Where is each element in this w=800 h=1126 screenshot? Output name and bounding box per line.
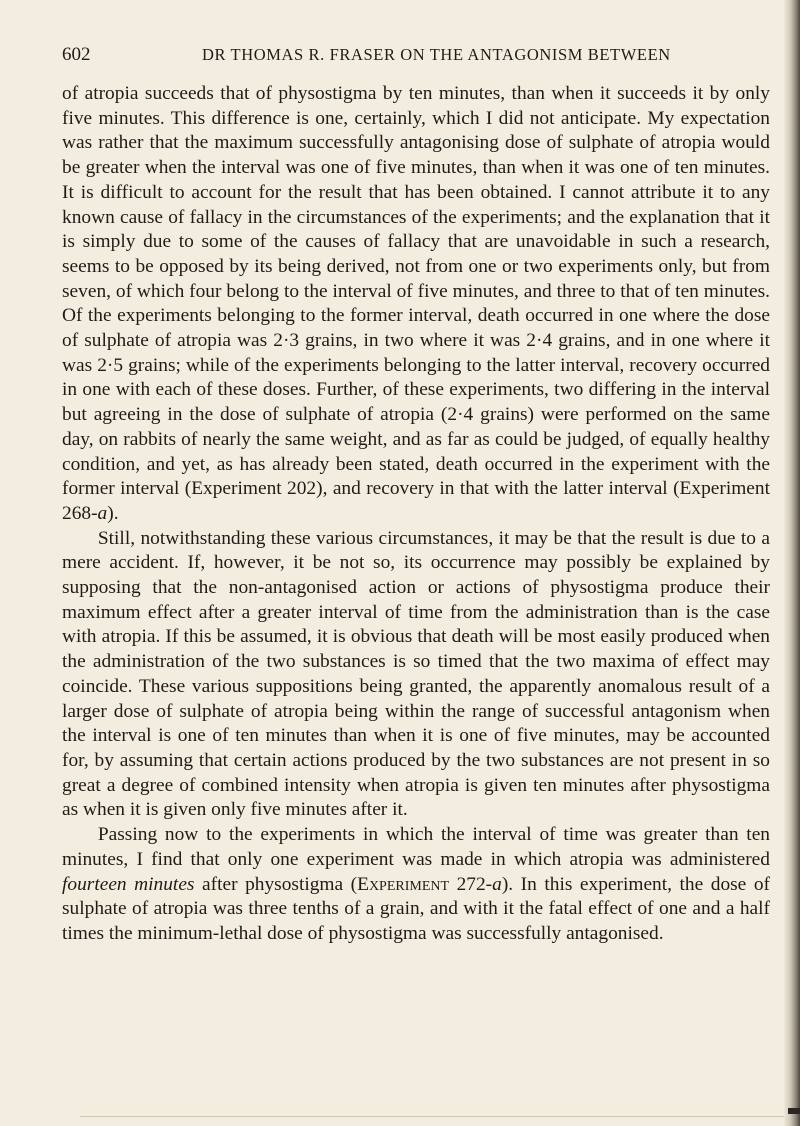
body-text [62,82,770,947]
paragraph-3-start: Passing now to the experiments in which the interval of time was greater than ten minutes, I find that only one experiment was made in which atropia was administered [62,824,770,870]
paragraph-3-ref-italic: a [492,873,502,895]
page-edge-shadow [784,0,800,1126]
paragraph-3 [62,823,770,947]
paragraph-3-italic: fourteen minutes [62,873,195,895]
paragraph-3-end: ). In this experiment, the dose of sulphate of atropia was three tenths of a grain, and with it the fatal effect of one and a half times the minimum-lethal dose of physostigma was successfully antagonised. [62,873,770,944]
paragraph-1-end: ). [107,502,119,524]
paragraph-2: Still, notwithstanding these various circumstances, it may be that the result is due to a mere accident. If, however, it be not so, its occurrence may possibly be explained by supposing that the non-antagonised action or actions of physostigma produce their maximum effect after a greater interval of time from the administration than is the case with atropia. If this be assumed, it is obvious that death will be most easily produced when the administration of the two substances is so timed that the two maxima of effect may coincide. These various suppositions being granted, the apparently anomalous result of a larger dose of sulphate of atropia being within the range of successful antagonism when the interval is one of ten minutes than when it is one of five minutes, may be accounted for, by assuming that certain actions produced by the two substances are not present in so great a degree of combined intensity when atropia is given ten minutes after physostigma as when it is given only five minutes after it. [62,527,770,821]
paragraph-3-mid: after physostigma ( [194,873,358,895]
paragraph-1 [62,82,770,527]
paragraph-1-text: of atropia succeeds that of physostigma by ten minutes, than when it succeeds it by only five minutes. This difference is one, certainly, which I did not anticipate. My expectation was rather that the maximum successfully antagonising dose of sulphate of atropia would be greater when the interval was one of five minutes, than when it was one of ten minutes. It is difficult to account for the result that has been obtained. I cannot attribute it to any known cause of fallacy in the circumstances of the experiments; and the explanation that it is simply due to some of the causes of fallacy that are unavoidable in such a research, seems to be opposed by its being derived, not from one or two experiments only, but from seven, of which four belong to the interval of five minutes, and three to that of ten minutes. Of the experiments belonging to the former interval, death occurred in one where the dose of sulphate of atropia was 2·3 grains, in two where it was 2·4 grains, and in one where it was 2·5 grains; while of the experiments belonging to the latter interval, recovery occurred in one with each of these doses. Further, of these experiments, two differing in the interval but agreeing in the dose of sulphate of atropia (2·4 grains) were performed on the same day, on rabbits of nearly the same weight, and as far as could be judged, of equally healthy condition, and yet, as has already been stated, death occurred in the experiment with the former interval (Experiment 202), and recovery in that with the latter interval (Experiment 268- [62,83,770,524]
running-head: DR THOMAS R. FRASER ON THE ANTAGONISM BETWEEN [202,45,671,64]
page-number: 602 [62,44,91,65]
experiment-smallcaps: Experiment [357,873,450,895]
corner-mark [788,1108,800,1114]
paragraph-3-ref: 272- [449,873,493,895]
paragraph-1-italic: a [97,502,108,524]
bottom-rule [80,1116,784,1117]
page-header [62,44,762,70]
